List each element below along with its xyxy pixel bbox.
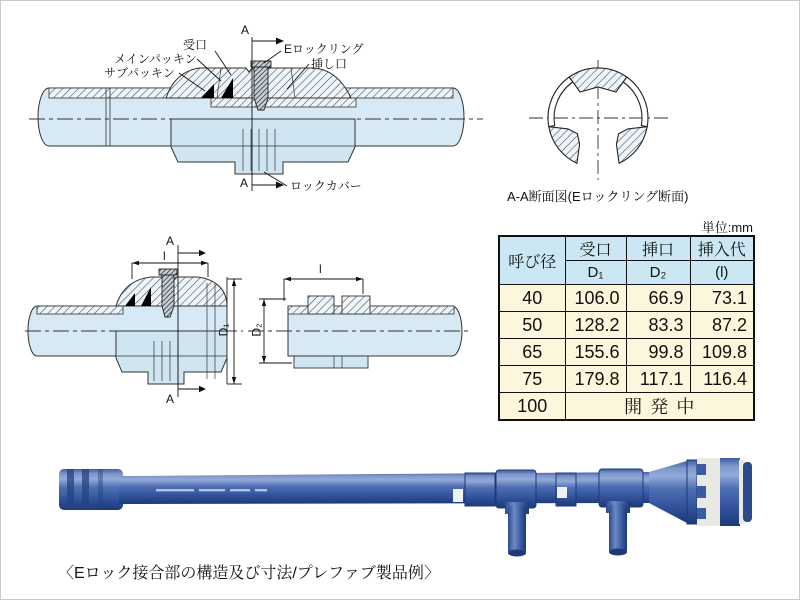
table-cell-size: 40 [499, 285, 565, 312]
table-cell-d2: 117.1 [626, 366, 690, 393]
table-cell-d2: 83.3 [626, 312, 690, 339]
table-cell-l: 87.2 [690, 312, 754, 339]
label-e-lock-ring: Eロックリング [284, 42, 364, 56]
section-mark-a-bottom: A [240, 176, 249, 190]
col-header-size: 呼び径 [499, 236, 565, 285]
col-subheader-d1: D₁ [565, 261, 626, 285]
unit-note: 単位:mm [701, 220, 753, 235]
joint-structure-diagram [21, 21, 491, 221]
section-mark-a-top: A [241, 23, 250, 37]
table-cell-l: 109.8 [690, 339, 754, 366]
prefab-product-photo [51, 456, 751, 561]
pipe-wall-section [37, 306, 123, 314]
tee-fitting [496, 470, 536, 557]
ring-band-left [548, 77, 573, 127]
table-cell-size: 65 [499, 339, 565, 366]
spec-table [498, 235, 755, 421]
sticker [453, 489, 463, 502]
label-sub-packing: サブパッキン [104, 66, 175, 80]
ring-lug-left [549, 127, 580, 164]
table-cell-l: 116.4 [690, 366, 754, 393]
footer-caption: 〈Eロック接合部の構造及び寸法/プレファブ製品例〉 [58, 565, 440, 582]
table-row [499, 285, 754, 312]
e-lock-ring-cap [251, 61, 271, 67]
label-lock-cover: ロックカバー [290, 179, 362, 193]
table-cell-d1: 106.0 [565, 285, 626, 312]
ring-lug-right [616, 127, 647, 164]
table-row [499, 312, 754, 339]
sticker [557, 487, 567, 498]
table-row [499, 366, 754, 393]
table-cell-d1: 155.6 [565, 339, 626, 366]
label-spigot: 挿し口 [311, 57, 348, 71]
col-subheader-d2: D₂ [626, 261, 690, 285]
col-header-d1: 受口 [565, 236, 626, 261]
lock-cover-body [171, 119, 355, 174]
spigot-wall-section [211, 98, 356, 107]
e-lock-ring-section [162, 275, 174, 317]
e-lock-ring-cap [159, 269, 177, 275]
table-cell-l: 73.1 [690, 285, 754, 312]
table-cell-d1: 128.2 [565, 312, 626, 339]
label-main-packing: メインパッキン [114, 52, 197, 66]
section-mark-a-bottom: A [166, 392, 175, 406]
table-cell-size: 100 [499, 393, 565, 421]
ring-band-right [623, 77, 648, 127]
spigot-collar [294, 356, 368, 368]
table-cell-status: 開発中 [565, 393, 754, 421]
e-lock-ring-section [254, 67, 268, 110]
table-cell-d1: 179.8 [565, 366, 626, 393]
dim-label-l: l [319, 262, 322, 276]
table-cell-size: 50 [499, 312, 565, 339]
table-row [499, 339, 754, 366]
lock-cover-body [116, 331, 227, 384]
label-socket: 受口 [183, 38, 208, 52]
spigot-rib-1 [308, 296, 334, 314]
dim-label-d2: D₂ [249, 323, 264, 337]
section-mark-a-top: A [166, 234, 175, 248]
table-cell-d2: 66.9 [626, 285, 690, 312]
dim-label-l: l [163, 249, 166, 263]
section-view-caption: A-A断面図(Eロックリング断面) [507, 189, 689, 204]
table-cell-d2: 99.8 [626, 339, 690, 366]
dim-label-d1: D₁ [216, 323, 231, 337]
col-header-l: 挿入代 [690, 236, 754, 261]
e-ring-section-diagram [501, 56, 791, 206]
col-header-d2: 挿口 [626, 236, 690, 261]
tee-fitting [599, 469, 643, 556]
spigot-dimension-diagram [246, 251, 471, 391]
socket-end-fitting [649, 458, 752, 526]
table-cell-size: 75 [499, 366, 565, 393]
spigot-rib-2 [342, 296, 370, 314]
pipe-coupler [465, 473, 495, 506]
table-row [499, 393, 754, 421]
socket-dimension-diagram [21, 231, 251, 411]
col-subheader-l: (l) [690, 261, 754, 285]
